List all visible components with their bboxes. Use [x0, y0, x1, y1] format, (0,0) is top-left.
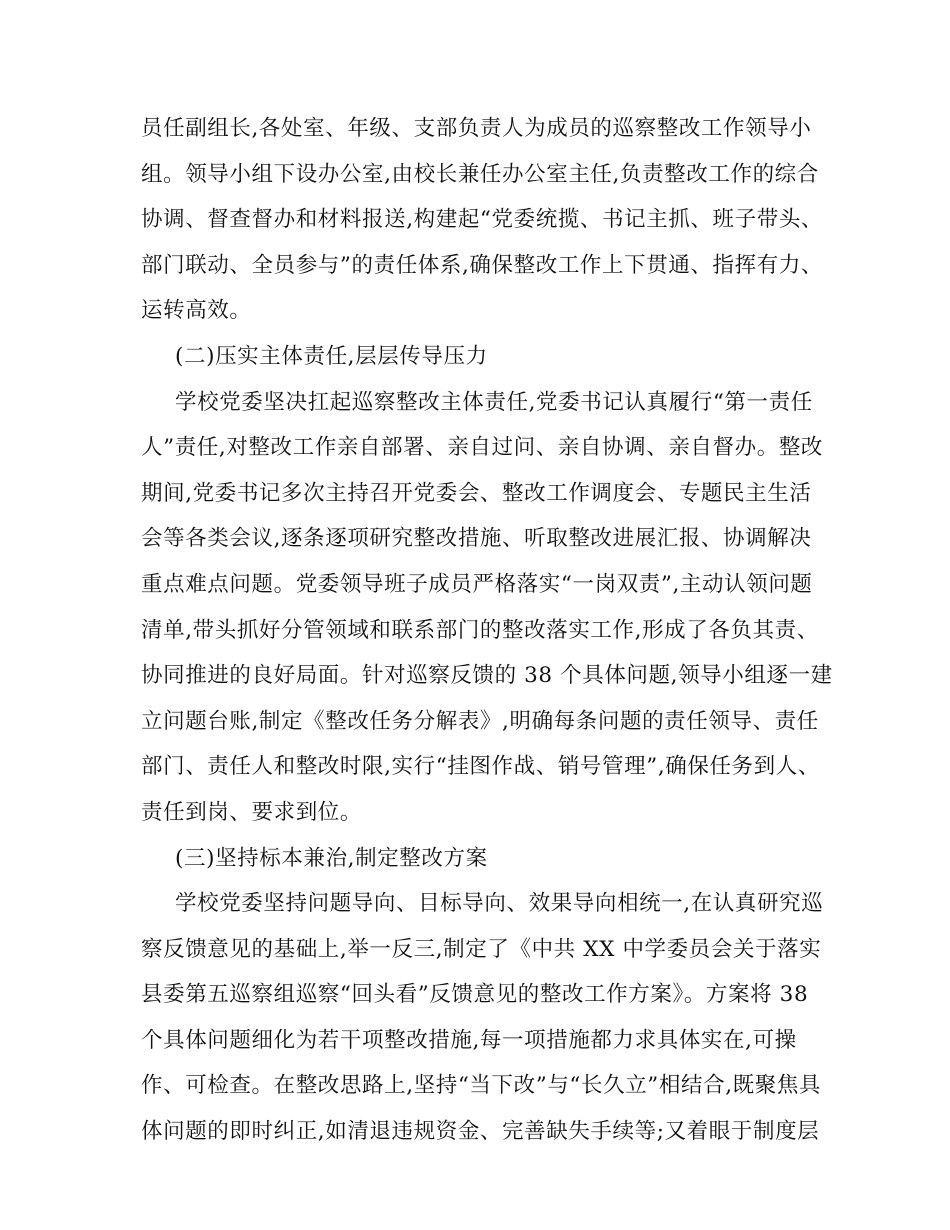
text-line: 作、可检查。在整改思路上,坚持“当下改”与“长久立”相结合,既聚焦具 — [141, 1073, 822, 1099]
text-line: 人”责任,对整改工作亲自部署、亲自过问、亲自协调、亲自督办。整改 — [141, 435, 824, 461]
text-line: 体问题的即时纠正,如清退违规资金、完善缺失手续等;又着眼于制度层 — [141, 1119, 820, 1145]
paragraph-first-line: 学校党委坚决扛起巡察整改主体责任,党委书记认真履行“第一责任 — [175, 389, 813, 415]
text-line: 协同推进的良好局面。针对巡察反馈的 38 个具体问题,领导小组逐一建 — [141, 663, 833, 689]
text-line: 个具体问题细化为若干项整改措施,每一项措施都力求具体实在,可操 — [141, 1027, 797, 1053]
text-line: 立问题台账,制定《整改任务分解表》,明确每条问题的责任领导、责任 — [141, 708, 819, 734]
text-line: 责任到岗、要求到位。 — [141, 799, 363, 825]
paragraph-first-line: (二)压实主体责任,层层传导压力 — [175, 343, 488, 369]
paragraph-first-line: (三)坚持标本兼治,制定整改方案 — [175, 845, 488, 871]
text-line: 部门联动、全员参与”的责任体系,确保整改工作上下贯通、指挥有力、 — [141, 252, 824, 278]
text-line: 清单,带头抓好分管领域和联系部门的整改落实工作,形成了各负其责、 — [141, 617, 819, 643]
text-line: 察反馈意见的基础上,举一反三,制定了《中共 XX 中学委员会关于落实 — [141, 936, 822, 962]
text-line: 期间,党委书记多次主持召开党委会、整改工作调度会、专题民主生活 — [141, 480, 812, 506]
text-line: 员任副组长,各处室、年级、支部负责人为成员的巡察整改工作领导小 — [141, 116, 812, 141]
text-line: 组。领导小组下设办公室,由校长兼任办公室主任,负责整改工作的综合 — [141, 161, 819, 187]
document-body — [141, 106, 833, 1155]
text-line: 协调、督查督办和材料报送,构建起“党委统揽、书记主抓、班子带头、 — [141, 207, 824, 233]
text-line: 重点难点问题。党委领导班子成员严格落实“一岗双责”,主动认领问题 — [141, 571, 813, 597]
paragraph-first-line: 学校党委坚持问题导向、目标导向、效果导向相统一,在认真研究巡 — [175, 891, 824, 917]
text-line: 会等各类会议,逐条逐项研究整改措施、听取整改进展汇报、协调解决 — [141, 526, 812, 552]
text-line: 运转高效。 — [141, 298, 252, 324]
text-line: 部门、责任人和整改时限,实行“挂图作战、销号管理”,确保任务到人、 — [141, 754, 820, 780]
text-line: 县委第五巡察组巡察“回头看”反馈意见的整改工作方案》。方案将 38 — [141, 982, 809, 1008]
